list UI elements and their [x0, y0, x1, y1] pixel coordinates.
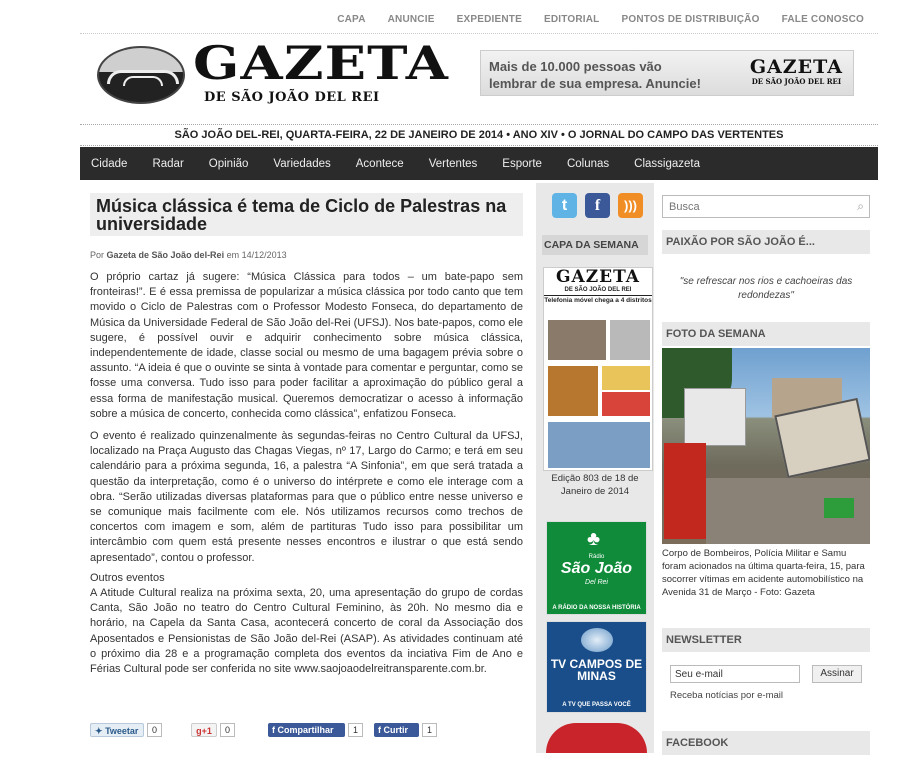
middle-sidebar — [536, 183, 654, 753]
nav-variedades[interactable]: Variedades — [273, 157, 331, 170]
nav-radar[interactable]: Radar — [152, 157, 184, 170]
photo-caption: Corpo de Bombeiros, Polícia Militar e Samu foram acionados na última quarta-feira, 15, para socorrer vítimas em acidente automobilístico na Avenida 31 de Março - Foto: Gazeta — [662, 548, 865, 598]
paixao-quote: "se refrescar nos rios e cachoeiras das redondezas" — [679, 276, 853, 301]
article-paragraph: A Atitude Cultural realiza na próxima sexta, 20, uma apresentação do grupo de cordas Canta, São João no teatro do Centro Cultural Feminino, às 20h. No mesmo dia e horário, na Capela da Santa Casa, acontecerá concerto de coral da Associação dos Aposentados e Pensionistas de São João del-Rei (ASAP). As atividades continuam até o próximo dia 28 e a programação completa dos eventos da inciativa Fim de Ano e Férias Cultural pode ser conferida no site www.saojoaodelreitransparente.com.br. — [90, 587, 523, 676]
foto-semana-heading: FOTO DA SEMANA — [662, 322, 870, 346]
ad-logo: GAZETA DE SÃO JOÃO DEL REI — [749, 56, 843, 86]
facebook-icon[interactable]: f — [585, 193, 610, 218]
article — [90, 193, 523, 677]
facebook-like-button[interactable]: f Curtir — [374, 723, 419, 737]
paixao-heading: PAIXÃO POR SÃO JOÃO É... — [662, 230, 870, 254]
top-divider — [80, 33, 878, 34]
search-box — [662, 195, 870, 218]
google-plus-count: 0 — [220, 723, 235, 737]
logo-emblem — [97, 46, 185, 104]
article-subheading: Outros eventos — [90, 571, 165, 584]
rss-icon[interactable]: ))) — [618, 193, 643, 218]
dateline: SÃO JOÃO DEL-REI, QUARTA-FEIRA, 22 DE JANEIRO DE 2014 • ANO XIV • O JORNAL DO CAMPO DAS VERTENTES — [80, 124, 878, 146]
facebook-share-button[interactable]: f Compartilhar — [268, 723, 345, 737]
logo-subtitle: DE SÃO JOÃO DEL REI — [204, 90, 380, 105]
facebook-icon: f — [272, 725, 275, 735]
top-nav-editorial[interactable]: EDITORIAL — [543, 14, 600, 25]
article-paragraph: O evento é realizado quinzenalmente às segundas-feiras no Centro Cultural da UFSJ, localizado na Praça Augusto das Chagas Viegas, nº 17, Largo do Carmo; e terá em seu calendário para a próxima segunda, 16, a palestra “A Sinfonia”, em que será tratada a questão da interpretação, como é o universo do intérprete e como ele interage com a obra. “Serão utilizadas diversas plataformas para que o público entre nesse universo e se comunique mais facilmente com ele. Nós utilizamos recursos como trechos de concertos com imagem e som, além de partituras Tudo isso para possibilitar um intercâmbio com quem está presente nesses encontros e ilustrar o que está sendo apresentado”, contou o professor. — [90, 430, 523, 564]
nav-vertentes[interactable]: Vertentes — [428, 157, 478, 170]
top-nav-expediente[interactable]: EXPEDIENTE — [456, 14, 522, 25]
cover-caption: Edição 803 de 18 de Janeiro de 2014 — [551, 473, 639, 497]
newsletter-heading: NEWSLETTER — [662, 628, 870, 652]
top-nav-capa[interactable]: CAPA — [337, 14, 366, 25]
photo-of-the-week[interactable] — [662, 348, 870, 544]
nav-acontece[interactable]: Acontece — [355, 157, 404, 170]
google-plus-button[interactable]: g+1 — [191, 723, 217, 737]
capa-semana-heading: CAPA DA SEMANA — [542, 235, 648, 255]
top-nav — [326, 14, 864, 25]
nav-cidade[interactable]: Cidade — [91, 157, 128, 170]
tweet-count: 0 — [147, 723, 162, 737]
nav-opiniao[interactable]: Opinião — [208, 157, 249, 170]
subscribe-button[interactable]: Assinar — [812, 665, 862, 683]
logo-title: GAZETA — [193, 36, 450, 90]
facebook-like-count: 1 — [422, 723, 437, 737]
palm-tree-icon: ♣ — [587, 528, 601, 550]
facebook-share-count: 1 — [348, 723, 363, 737]
globe-icon — [581, 628, 613, 652]
tv-campos-de-minas-banner[interactable]: TV CAMPOS DE MINAS A TV QUE PASSA VOCÊ — [546, 621, 647, 713]
article-byline: Por Gazeta de São João del-Rei em 14/12/2013 — [90, 250, 287, 260]
tweet-button[interactable]: ✦ Tweetar — [90, 723, 144, 737]
newsletter-form — [662, 657, 870, 709]
article-author[interactable]: Gazeta de São João del-Rei — [106, 250, 225, 260]
search-input[interactable] — [663, 196, 843, 218]
share-bar — [90, 723, 523, 737]
article-body — [90, 270, 523, 677]
search-icon[interactable]: ⌕ — [857, 199, 864, 213]
twitter-icon[interactable]: t — [552, 193, 577, 218]
cover-image[interactable]: GAZETA DE SÃO JOÃO DEL REI Telefonia móvel chega a 4 distritos — [543, 267, 653, 471]
nav-colunas[interactable]: Colunas — [566, 157, 610, 170]
site-logo[interactable] — [97, 36, 450, 108]
ad-text: Mais de 10.000 pessoas vão lembrar de sua empresa. Anuncie! — [489, 59, 701, 91]
main-nav — [80, 147, 878, 180]
article-title: Música clássica é tema de Ciclo de Palestras na universidade — [90, 193, 523, 236]
nav-classigazeta[interactable]: Classigazeta — [634, 157, 700, 170]
facebook-icon: f — [378, 725, 381, 735]
social-links — [552, 193, 643, 218]
facebook-heading: FACEBOOK — [662, 731, 870, 755]
partner-banner[interactable] — [546, 723, 647, 753]
top-nav-pontos[interactable]: PONTOS DE DISTRIBUIÇÃO — [621, 14, 760, 25]
nav-esporte[interactable]: Esporte — [502, 157, 542, 170]
newsletter-note: Receba notícias por e-mail — [670, 690, 783, 701]
article-date: 14/12/2013 — [241, 250, 287, 260]
article-paragraph: O próprio cartaz já sugere: “Música Clássica para todos – um bate-papo sem fronteiras!”. E é essa premissa de popularizar a música clássica por todo canto que tem movido o Ciclo de Palestras com o Professor Modesto Fonseca, do departamento de Música da Universidade Federal de São João del-Rei (UFSJ). Nos bate-papos, como ele sugere, é possível ouvir e adquirir conhecimento sobre música clássica, independentemente de idade, classe social ou mesmo de uma bagagem prévia sobre o assunto. “A ideia é que o ouvinte se sinta à vontade para comentar e perguntar, como se fosse uma conversa. Tudo isso para poder facilitar a aproximação do público geral a essa forma de manifestação musical. Queremos democratizar o acesso à informação sobre a música de concerto, conhecida como clássica”, enfatizou Fonseca. — [90, 271, 523, 420]
radio-sao-joao-banner[interactable]: ♣ Rádio São João Del Rei A RÁDIO DA NOSSA HISTÓRIA — [546, 521, 647, 615]
top-nav-fale-conosco[interactable]: FALE CONOSCO — [781, 14, 864, 25]
twitter-bird-icon: ✦ — [95, 726, 103, 736]
header-ad-banner[interactable] — [480, 50, 854, 96]
top-nav-anuncie[interactable]: ANUNCIE — [387, 14, 435, 25]
email-field[interactable] — [670, 665, 800, 683]
